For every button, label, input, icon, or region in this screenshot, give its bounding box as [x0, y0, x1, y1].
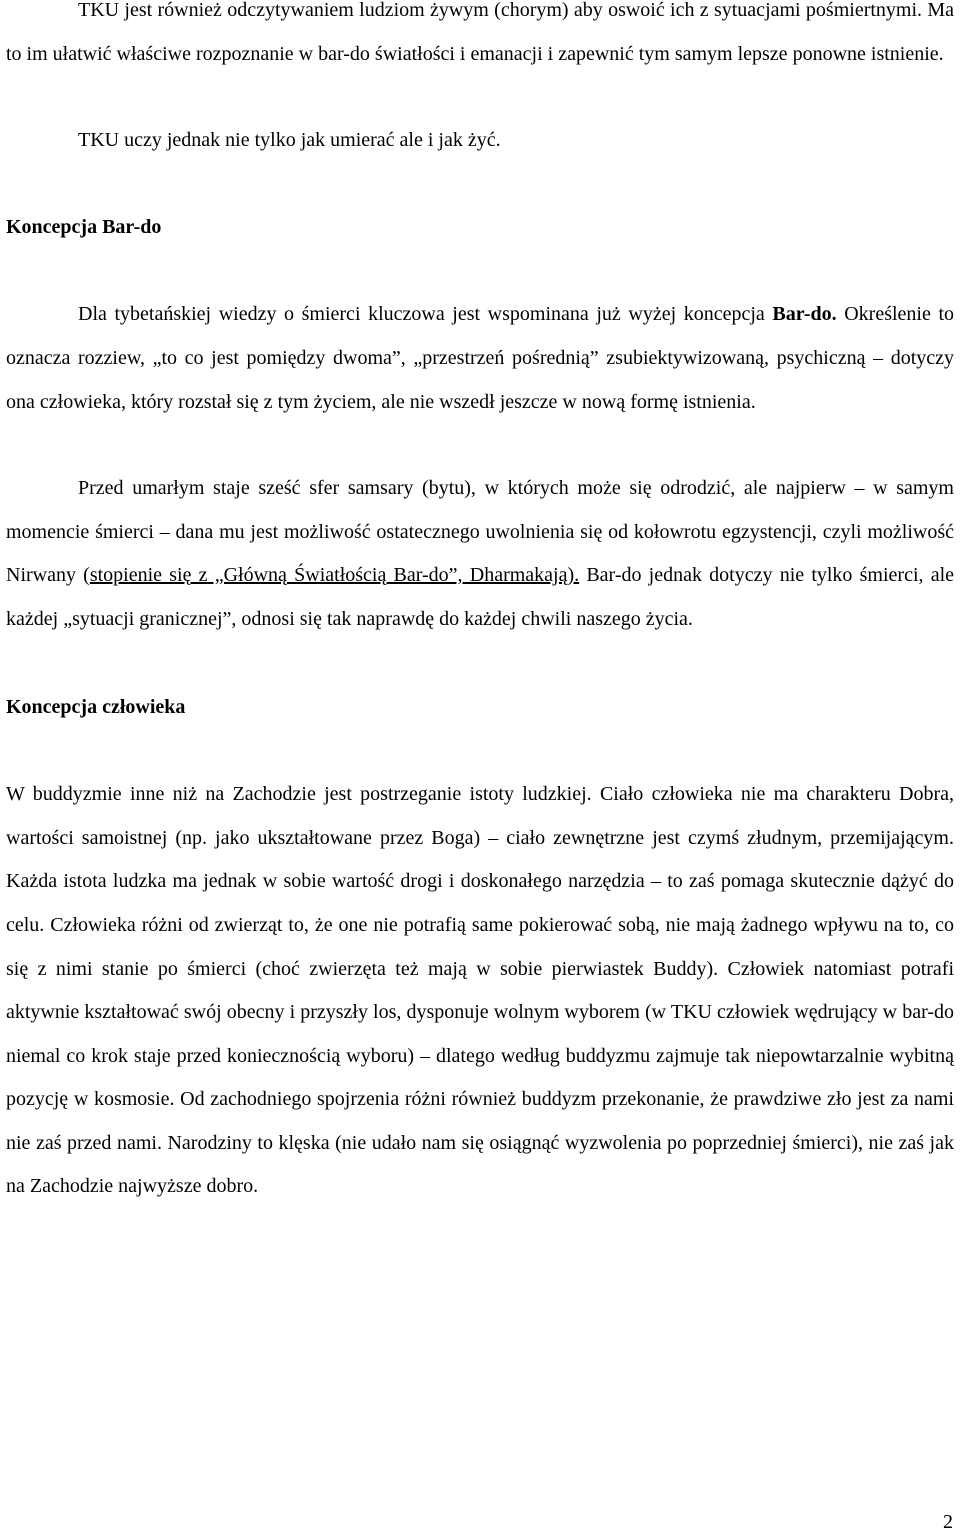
paragraph-six-spheres-start: Przed umarłym staje sześć sfer samsary (bytu), w których może się odrodzić, ale najpierw – w samym momencie śmierci – dana mu jest możliwość ostatecznego uwolnienia się od kołowrotu egzystencji, czyli możliwość Nirwany (	[6, 477, 954, 587]
paragraph-bardo-intro: Dla tybetańskiej wiedzy o śmierci kluczowa jest wspominana już wyżej koncepcja	[78, 303, 773, 326]
underlined-clear-light-phrase: stopienie się z „Główną Światłością Bar-do”, Dharmakają).	[89, 564, 580, 587]
document-page	[6, 0, 954, 1209]
heading-human-concept: Koncepcja człowieka	[6, 695, 186, 718]
paragraph-six-spheres	[6, 467, 954, 641]
paragraph-tku-teaches: TKU uczy jednak nie tylko jak umierać ale i jak żyć.	[78, 129, 501, 152]
heading-bardo-concept: Koncepcja Bar-do	[6, 215, 162, 238]
page-number: 2	[943, 1511, 953, 1533]
paragraph-bardo-definition	[6, 293, 954, 424]
paragraph-bardo-rest: Określenie to oznacza rozziew, „to co jest pomiędzy dwoma”, „przestrzeń pośrednią” zsubiektywizowaną, psychiczną – dotyczy ona człowieka, który rozstał się z tym życiem, ale nie wszedł jeszcze w nową formę istnienia.	[6, 303, 955, 413]
paragraph-tku-reading: TKU jest również odczytywaniem ludziom żywym (chorym) aby oswoić ich z sytuacjami pośmiertnymi. Ma to im ułatwić właściwe rozpoznanie w bar-do światłości i emanacji i zapewnić tym samym lepsze ponowne istnienie.	[6, 0, 954, 65]
paragraph-six-spheres-end: Bar-do jednak dotyczy nie tylko śmierci, ale każdej „sytuacji granicznej”, odnosi się tak naprawdę do każdej chwili naszego życia.	[6, 564, 955, 630]
paragraph-human-nature: W buddyzmie inne niż na Zachodzie jest postrzeganie istoty ludzkiej. Ciało człowieka nie ma charakteru Dobra, wartości samoistnej (np. jako ukształtowane przez Boga) – ciało zewnętrzne jest czymś złudnym, przemijającym. Każda istota ludzka ma jednak w sobie wartość drogi i doskonałego narzędzia – to zaś pomaga skutecznie dążyć do celu. Człowieka różni od zwierząt to, że one nie potrafią same pokierować sobą, nie mają żadnego wpływu na to, co się z nimi stanie po śmierci (choć zwierzęta też mają w sobie pierwiastek Buddy). Człowiek natomiast potrafi aktywnie kształtować swój obecny i przyszły los, dysponuje wolnym wyborem (w TKU człowiek wędrujący w bar-do niemal co krok staje przed koniecznością wyboru) – dlatego według buddyzmu zajmuje tak niepowtarzalnie wybitną pozycję w kosmosie. Od zachodniego spojrzenia różni również buddyzm przekonanie, że prawdziwe zło jest za nami nie zaś przed nami. Narodziny to klęska (nie udało nam się osiągnąć wyzwolenia po poprzedniej śmierci), nie zaś jak na Zachodzie najwyższe dobro.	[6, 783, 954, 1198]
bardo-term: Bar-do.	[772, 303, 837, 326]
